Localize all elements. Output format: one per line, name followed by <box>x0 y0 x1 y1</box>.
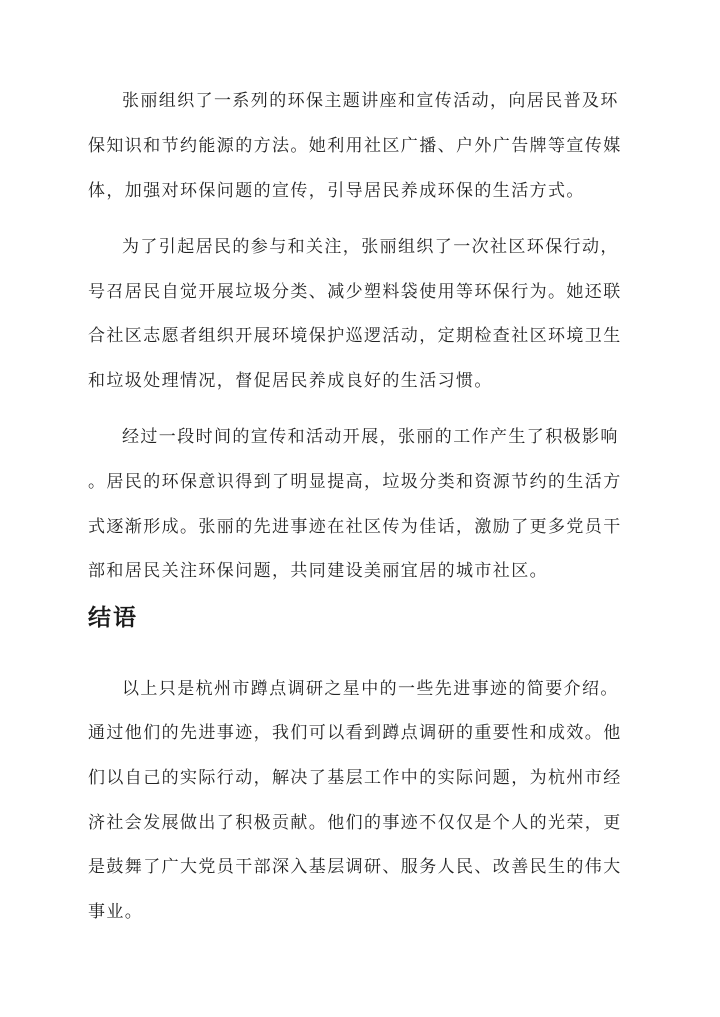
paragraph-line: 保知识和节约能源的方法。她利用社区广播、户外广告牌等宣传媒 <box>88 136 622 156</box>
paragraph-line: 体，加强对环保问题的宣传，引导居民养成环保的生活方式。 <box>88 181 585 201</box>
paragraph-line: 济社会发展做出了积极贡献。他们的事迹不仅仅是个人的光荣，更 <box>88 813 622 833</box>
paragraph-line: 式逐渐形成。张丽的先进事迹在社区传为佳话，激励了更多党员干 <box>88 517 622 537</box>
section-heading-conclusion: 结语 <box>88 605 138 631</box>
paragraph-line: 以上只是杭州市蹲点调研之星中的一些先进事迹的简要介绍。 <box>122 679 619 699</box>
paragraph-line: 和垃圾处理情况，督促居民养成良好的生活习惯。 <box>88 371 493 391</box>
paragraph-line: 张丽组织了一系列的环保主题讲座和宣传活动，向居民普及环 <box>122 91 619 111</box>
paragraph-line: 经过一段时间的宣传和活动开展，张丽的工作产生了积极影响 <box>122 427 619 447</box>
paragraph-line: 。居民的环保意识得到了明显提高，垃圾分类和资源节约的生活方 <box>88 472 622 492</box>
paragraph-line: 事业。 <box>88 902 144 922</box>
paragraph-line: 们以自己的实际行动，解决了基层工作中的实际问题，为杭州市经 <box>88 768 622 788</box>
paragraph-line: 号召居民自觉开展垃圾分类、减少塑料袋使用等环保行为。她还联 <box>88 282 622 302</box>
paragraph-line: 合社区志愿者组织开展环境保护巡逻活动，定期检查社区环境卫生 <box>88 326 622 346</box>
paragraph-line: 是鼓舞了广大党员干部深入基层调研、服务人民、改善民生的伟大 <box>88 857 622 877</box>
paragraph-line: 为了引起居民的参与和关注，张丽组织了一次社区环保行动， <box>122 237 619 257</box>
paragraph-line: 通过他们的先进事迹，我们可以看到蹲点调研的重要性和成效。他 <box>88 723 622 743</box>
paragraph-line: 部和居民关注环保问题，共同建设美丽宜居的城市社区。 <box>88 561 548 581</box>
